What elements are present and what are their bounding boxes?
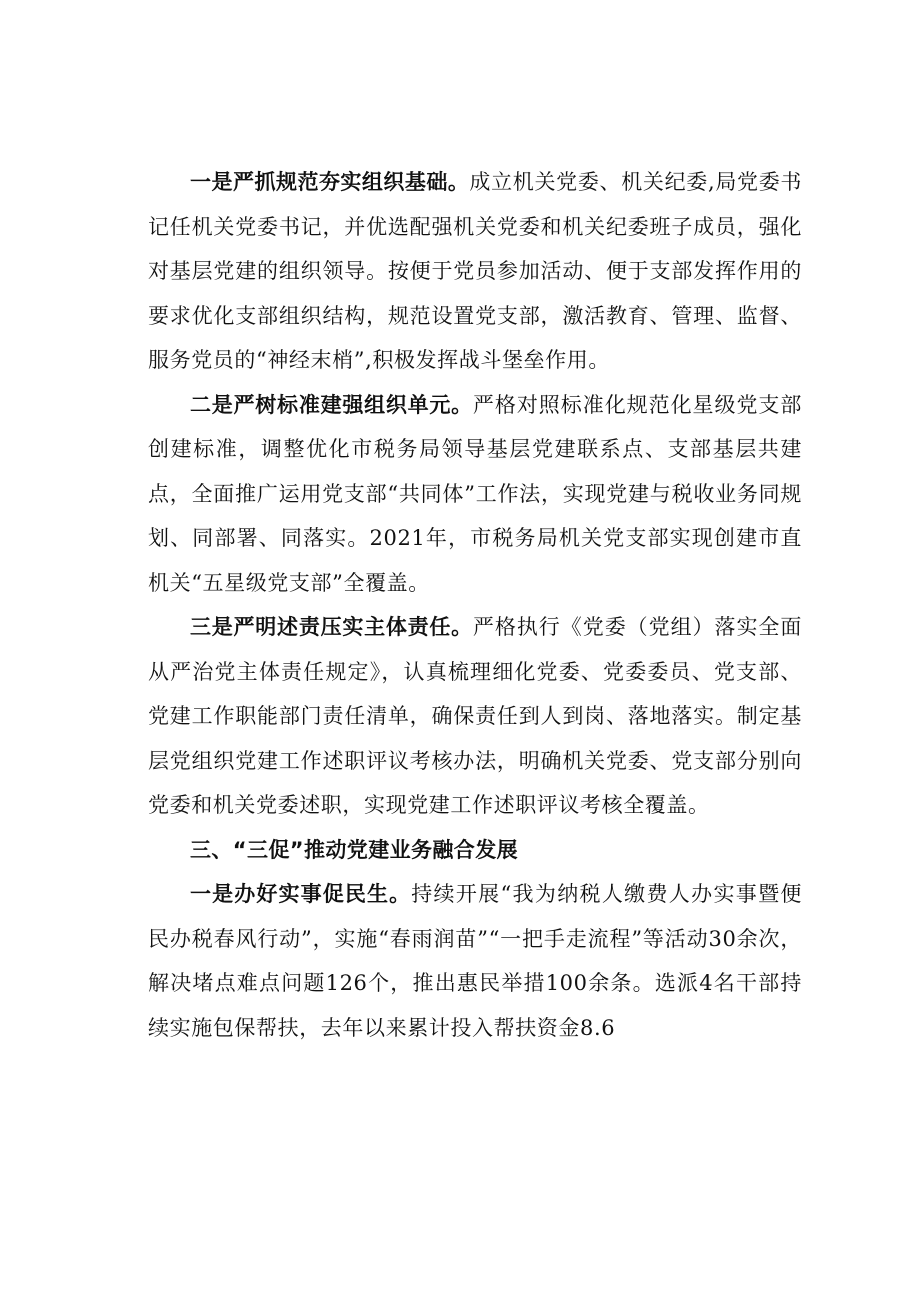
paragraph-text: 严格执行《党委（党组）落实全面从严治党主体责任规定》，认真梳理细化党委、党委委员、党支部、党建工作职能部门责任清单，确保责任到人到岗、落地落实。制定基层党组织党建工作述职评议考核办法，明确机关党委、党支部分别向党委和机关党委述职，实现党建工作述职评议考核全覆盖。 [148,615,803,817]
paragraph-text: 持续开展“我为纳税人缴费人办实事暨便民办税春风行动”，实施“春雨润苗”“一把手走流程”等活动30余次，解决堵点难点问题126个，推出惠民举措100余条。选派4名干部持续实施包保帮扶，去年以来累计投入帮扶资金8.6 [148,882,803,1040]
paragraph-text: 严格对照标准化规范化星级党支部创建标准，调整优化市税务局领导基层党建联系点、支部基层共建点，全面推广运用党支部“共同体”工作法，实现党建与税收业务同规划、同部署、同落实。2021年，市税务局机关党支部实现创建市直机关“五星级党支部”全覆盖。 [148,392,803,595]
section-heading: 三、“三促”推动党建业务融合发展 [190,837,519,862]
paragraph-text: 成立机关党委、机关纪委,局党委书记任机关党委书记，并优选配强机关党委和机关纪委班子成员，强化对基层党建的组织领导。按便于党员参加活动、便于支部发挥作用的要求优化支部组织结构，规范设置党支部，激活教育、管理、监督、服务党员的“神经末梢”,积极发挥战斗堡垒作用。 [148,170,802,372]
paragraph-lead: 三是严明述责压实主体责任。 [190,615,473,639]
paragraph-organization-units [148,383,802,606]
paragraph-organization-foundation [148,160,802,383]
paragraph-lead: 一是严抓规范夯实组织基础。 [190,170,470,194]
document-body [148,160,802,1050]
paragraph-lead: 二是严树标准建强组织单元。 [190,392,473,417]
paragraph-livelihood [148,872,802,1050]
paragraph-lead: 一是办好实事促民生。 [190,882,412,906]
paragraph-main-responsibility [148,605,802,828]
